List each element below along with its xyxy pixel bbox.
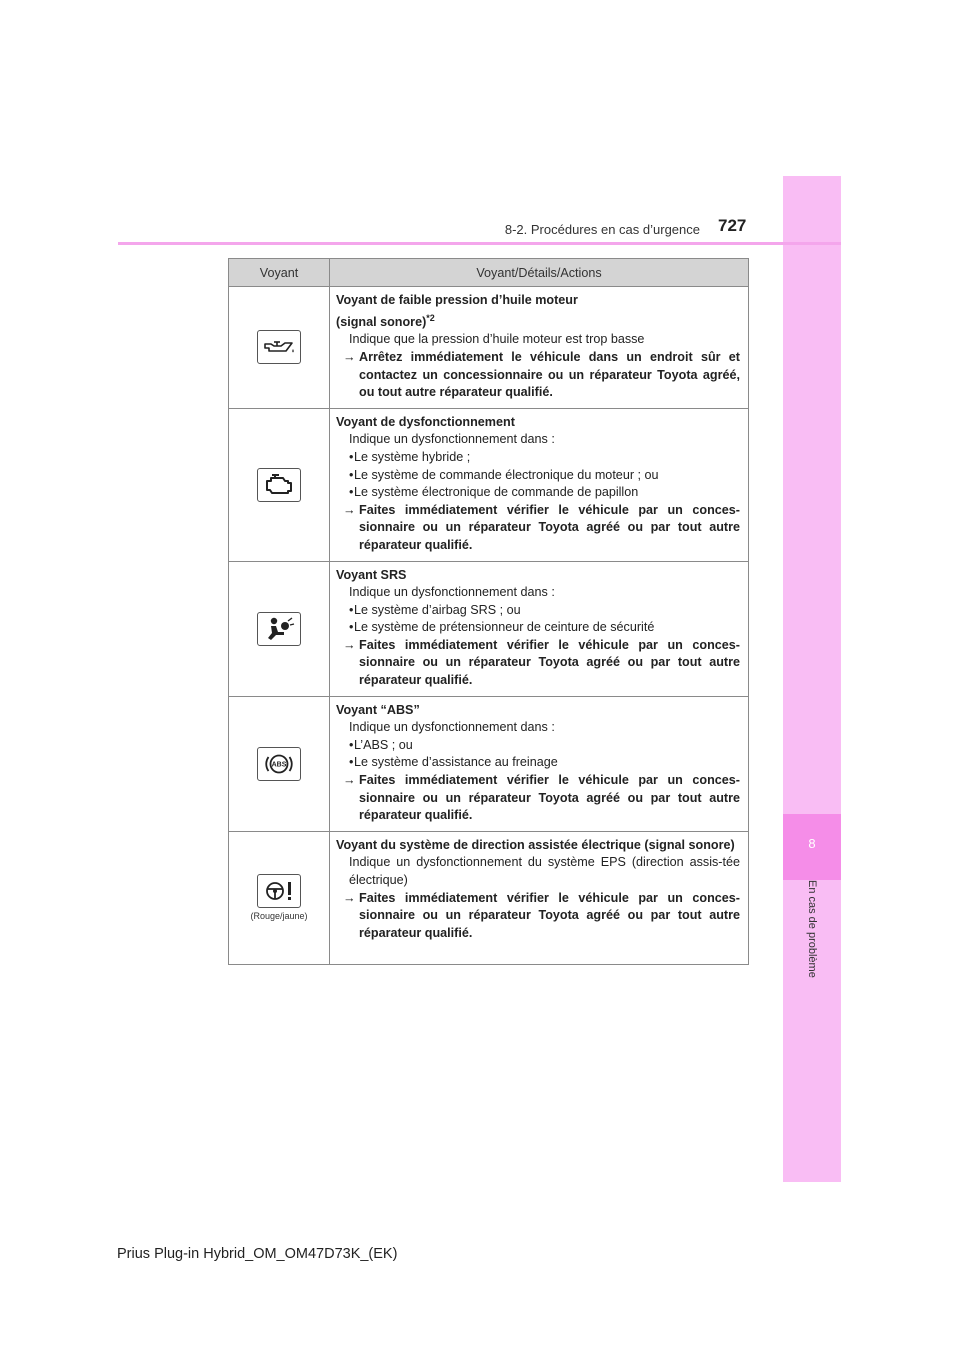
row-title: Voyant de dysfonctionnement: [336, 414, 515, 429]
chapter-number: 8: [783, 814, 841, 880]
row-title: Voyant “ABS”: [336, 702, 420, 717]
footnote-mark: *2: [426, 312, 435, 323]
table-row: [229, 561, 749, 696]
row-action: → Faites immédiatement vérifier le véhicule par un conces-sionnaire ou un réparateur Toyota agréé ou par tout autre réparateur qualifié.: [336, 637, 740, 690]
row-title: Voyant du système de direction assistée électrique (signal sonore): [336, 837, 735, 852]
abs-icon-text: ABS: [271, 761, 287, 769]
row-intro: Indique un dysfonctionnement dans :: [349, 585, 555, 600]
table-row: [229, 696, 749, 831]
abs-icon: [257, 747, 301, 781]
row-title: [336, 292, 740, 331]
eps-warning-icon: [257, 874, 301, 908]
row-title-text: Voyant de faible pression d’huile moteur (signal sonore): [336, 293, 578, 329]
footer-document-id: Prius Plug-in Hybrid_OM_OM47D73K_(EK): [117, 1246, 398, 1262]
row-action: → Faites immédiatement vérifier le véhicule par un conces-sionnaire ou un réparateur Toyota agréé ou par tout autre réparateur qualifié.: [336, 890, 740, 943]
engine-malfunction-icon: [257, 468, 301, 502]
chapter-label-container: [783, 880, 841, 1000]
chapter-side-tab: [783, 176, 841, 1182]
row-action: → Arrêtez immédiatement le véhicule dans un endroit sûr et contactez un concessionnaire ou un réparateur Toyota agréé, ou tout autre réparateur qualifié.: [336, 349, 740, 402]
icon-caption: (Rouge/jaune): [250, 911, 308, 922]
warning-lights-table: [228, 258, 749, 965]
list-item: • Le système hybride ;: [336, 449, 740, 467]
row-action: → Faites immédiatement vérifier le véhicule par un conces-sionnaire ou un réparateur Toyota agréé ou par tout autre réparateur qualifié.: [336, 502, 740, 555]
section-title: 8-2. Procédures en cas d’urgence: [504, 222, 700, 237]
row-intro: Indique que la pression d’huile moteur est trop basse: [349, 332, 645, 347]
row-intro: Indique un dysfonctionnement dans :: [349, 432, 555, 447]
table-row: [229, 408, 749, 561]
list-item: • L’ABS ; ou: [336, 737, 740, 755]
header-rule: [118, 242, 841, 245]
list-item: • Le système électronique de commande de papillon: [336, 484, 740, 502]
list-item: • Le système de commande électronique du moteur ; ou: [336, 467, 740, 485]
list-item: • Le système de prétensionneur de ceinture de sécurité: [336, 619, 740, 637]
oil-pressure-warning-icon: [257, 330, 301, 364]
table-row: [229, 831, 749, 964]
list-item: • Le système d’assistance au freinage: [336, 754, 740, 772]
column-header-details: Voyant/Détails/Actions: [330, 259, 749, 287]
row-intro: Indique un dysfonctionnement dans :: [349, 720, 555, 735]
row-title: Voyant SRS: [336, 567, 407, 582]
column-header-voyant: Voyant: [229, 259, 330, 287]
page-number: 727: [718, 216, 747, 235]
chapter-label: En cas de problème: [806, 880, 818, 978]
srs-airbag-icon: [257, 612, 301, 646]
row-intro: Indique un dysfonctionnement du système EPS (direction assis-tée électrique): [349, 855, 740, 887]
row-action: → Faites immédiatement vérifier le véhicule par un conces-sionnaire ou un réparateur Toyota agréé ou par tout autre réparateur qualifié.: [336, 772, 740, 825]
list-item: • Le système d’airbag SRS ; ou: [336, 602, 740, 620]
table-row: [229, 287, 749, 409]
